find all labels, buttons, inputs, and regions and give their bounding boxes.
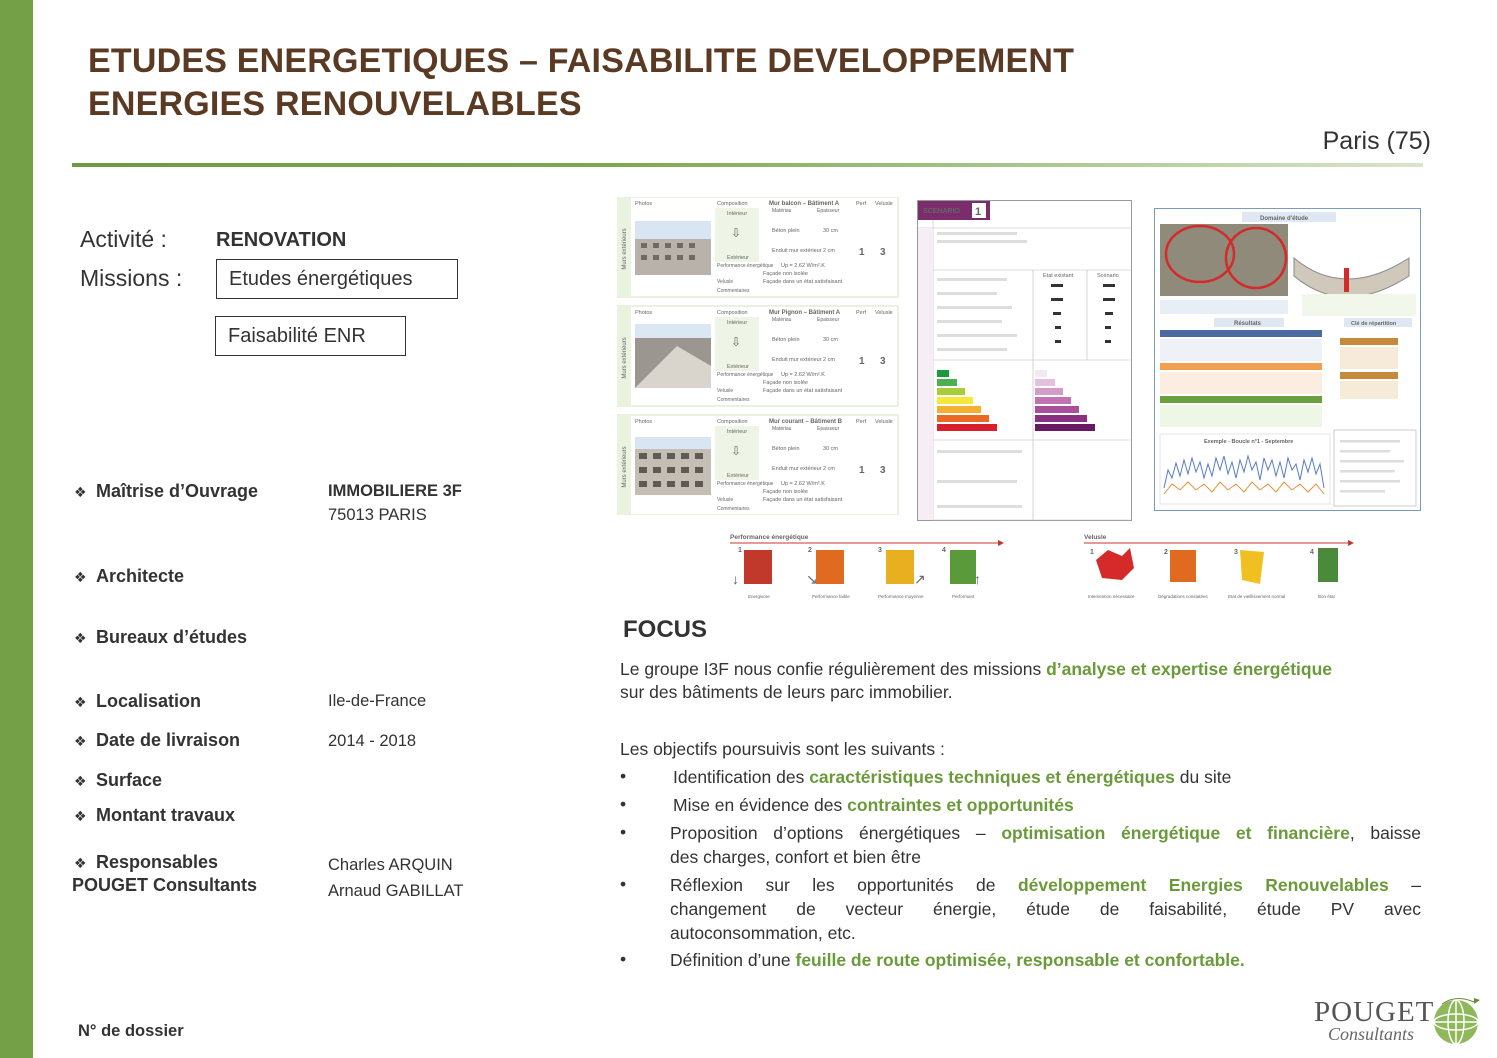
- svg-text:Up = 2.62 W/m².K: Up = 2.62 W/m².K: [781, 481, 825, 487]
- domaine-sheet-graphic: [1154, 208, 1422, 512]
- wall-sheets-graphic: [617, 197, 901, 515]
- svg-text:⇩: ⇩: [731, 335, 742, 349]
- svg-text:2 cm: 2 cm: [823, 466, 835, 472]
- wall-sheet-2: [617, 306, 898, 406]
- svg-text:Epaisseur: Epaisseur: [817, 426, 840, 432]
- architecte-label: ❖ Architecte: [74, 566, 185, 586]
- scenario-sheet-graphic: [917, 200, 1133, 522]
- svg-text:Commentaires: Commentaires: [717, 397, 750, 403]
- svg-text:1: 1: [738, 547, 742, 554]
- svg-text:Béton plein: Béton plein: [772, 228, 800, 234]
- perf-item-3: [878, 547, 926, 599]
- svg-text:1: 1: [975, 206, 982, 218]
- svg-text:Matériau: Matériau: [772, 208, 792, 214]
- svg-text:Scénario: Scénario: [1097, 273, 1119, 279]
- svg-text:1: 1: [859, 356, 865, 367]
- svg-text:Velusle: Velusle: [717, 497, 734, 503]
- svg-text:⇩: ⇩: [731, 226, 742, 240]
- svg-text:1: 1: [859, 465, 865, 476]
- svg-text:Energivore: Energivore: [748, 594, 770, 599]
- montant-label: ❖ Montant travaux: [74, 805, 236, 825]
- svg-text:Mur Pignon – Bâtiment A: Mur Pignon – Bâtiment A: [769, 310, 841, 316]
- svg-text:3: 3: [1234, 549, 1238, 556]
- svg-text:↘: ↘: [806, 571, 818, 587]
- svg-text:Façade non isolée: Façade non isolée: [763, 271, 808, 277]
- svg-text:Dégradations constatées: Dégradations constatées: [1158, 594, 1208, 599]
- svg-text:Performance faible: Performance faible: [812, 594, 850, 599]
- wall-sheet-3: [617, 415, 898, 515]
- missions-label: Missions :: [80, 265, 183, 291]
- svg-text:Epaisseur: Epaisseur: [817, 208, 840, 214]
- responsables-names: Charles ARQUIN Arnaud GABILLAT: [328, 856, 464, 900]
- svg-text:2 cm: 2 cm: [823, 248, 835, 254]
- svg-text:Extérieur: Extérieur: [727, 364, 750, 370]
- svg-text:⇩: ⇩: [731, 444, 742, 458]
- bullet-dot: •: [620, 822, 627, 842]
- svg-text:Murs extérieurs: Murs extérieurs: [622, 228, 628, 270]
- svg-text:Commentaires: Commentaires: [717, 288, 750, 294]
- svg-text:Intérieur: Intérieur: [727, 320, 748, 326]
- location: Paris (75): [1322, 127, 1431, 155]
- svg-text:Façade dans un état satisfaisa: Façade dans un état satisfaisant: [763, 279, 843, 285]
- svg-text:Photos: Photos: [635, 201, 653, 207]
- svg-text:1: 1: [859, 247, 865, 258]
- svg-text:1: 1: [1090, 549, 1094, 556]
- localisation-label: ❖ Localisation: [74, 691, 202, 711]
- svg-text:Perf: Perf: [856, 201, 867, 207]
- vet-item-2: [1158, 549, 1209, 599]
- livraison-label: ❖ Date de livraison: [74, 730, 241, 750]
- wall-sheet-1: [617, 197, 898, 297]
- logo-name: POUGET: [1314, 996, 1435, 1028]
- vet-item-4: [1310, 548, 1338, 599]
- focus-intro-line-2: sur des bâtiments de leurs parc immobilier.: [620, 682, 953, 702]
- objectif-3-line-2: des charges, confort et bien être: [670, 847, 921, 867]
- svg-text:↓: ↓: [732, 571, 739, 587]
- logo-subtitle: Consultants: [1328, 1024, 1415, 1044]
- livraison-value: 2014 - 2018: [328, 732, 417, 750]
- focus-title: FOCUS: [623, 616, 707, 643]
- svg-text:Enduit mur extérieur: Enduit mur extérieur: [772, 357, 822, 363]
- page-title: [88, 40, 1074, 126]
- bullet-dot: •: [620, 949, 627, 969]
- surface-label: ❖ Surface: [74, 770, 163, 790]
- globe-icon: [1428, 992, 1484, 1048]
- dossier-number-label: N° de dossier: [78, 1022, 184, 1040]
- svg-text:Performant: Performant: [952, 594, 975, 599]
- svg-text:Façade non isolée: Façade non isolée: [763, 489, 808, 495]
- objectif-2: Mise en évidence des contraintes et opportunités: [673, 795, 1074, 815]
- objectif-1: Identification des caractéristiques techniques et énergétiques du site: [673, 767, 1232, 787]
- svg-text:Velusle: Velusle: [717, 279, 734, 285]
- svg-text:Etat de vieillissement normal: Etat de vieillissement normal: [1228, 594, 1286, 599]
- svg-text:Velusle: Velusle: [875, 201, 893, 207]
- svg-text:Perf: Perf: [856, 419, 867, 425]
- svg-text:Domaine d'étude: Domaine d'étude: [1260, 216, 1309, 222]
- svg-text:2: 2: [808, 547, 812, 554]
- svg-text:Matériau: Matériau: [772, 426, 792, 432]
- svg-text:3: 3: [880, 465, 886, 476]
- perf-item-4: [942, 547, 981, 599]
- svg-text:Velusle: Velusle: [875, 419, 893, 425]
- svg-text:Intérieur: Intérieur: [727, 211, 748, 217]
- svg-text:Extérieur: Extérieur: [727, 255, 750, 261]
- mission-box-1: Etudes énergétiques: [216, 259, 458, 299]
- svg-text:Mur balcon – Bâtiment A: Mur balcon – Bâtiment A: [769, 201, 840, 207]
- bureaux-label: ❖ Bureaux d’études: [74, 627, 248, 647]
- objectif-4-line-2: changement de vecteur énergie, étude de faisabilité, étude PV avec: [670, 899, 1421, 919]
- bullet-dot: •: [620, 874, 627, 894]
- svg-text:2 cm: 2 cm: [823, 357, 835, 363]
- svg-text:Extérieur: Extérieur: [727, 473, 750, 479]
- svg-text:SCENARIO: SCENARIO: [923, 208, 960, 215]
- localisation-value: Ile-de-France: [328, 692, 427, 710]
- svg-text:Murs extérieurs: Murs extérieurs: [622, 337, 628, 379]
- svg-text:3: 3: [878, 547, 882, 554]
- svg-text:Performance énergétique: Performance énergétique: [717, 372, 774, 378]
- svg-text:↗: ↗: [914, 571, 926, 587]
- responsables-label: ❖ Responsables: [74, 852, 219, 872]
- activity-value: RENOVATION: [216, 229, 347, 251]
- svg-text:Performance énergétique: Performance énergétique: [730, 534, 809, 541]
- svg-text:Matériau: Matériau: [772, 317, 792, 323]
- svg-text:Mur courant – Bâtiment B: Mur courant – Bâtiment B: [769, 419, 843, 425]
- focus-intro-line-1: Le groupe I3F nous confie régulièrement des missions d’analyse et expertise énergétique: [620, 659, 1333, 679]
- svg-text:Composition: Composition: [717, 419, 748, 425]
- svg-text:Façade non isolée: Façade non isolée: [763, 380, 808, 386]
- objectif-5: Définition d’une feuille de route optimisée, responsable et confortable.: [670, 950, 1245, 970]
- objectifs-intro: Les objectifs poursuivis sont les suivants :: [620, 739, 945, 759]
- title-line-1: ETUDES ENERGETIQUES – FAISABILITE DEVELOPPEMENT: [88, 42, 1075, 80]
- svg-text:Up = 2.62 W/m².K: Up = 2.62 W/m².K: [781, 263, 825, 269]
- svg-text:30 cm: 30 cm: [823, 337, 838, 343]
- svg-text:Béton plein: Béton plein: [772, 446, 800, 452]
- left-accent-bar: [0, 0, 33, 1058]
- vetuste-legend: [1082, 532, 1358, 602]
- header-divider: [72, 163, 1423, 167]
- svg-text:Exemple - Boucle n°1 - Septemb: Exemple - Boucle n°1 - Septembre: [1204, 439, 1294, 445]
- svg-text:4: 4: [1310, 549, 1314, 556]
- vet-item-1: [1088, 548, 1135, 599]
- svg-text:Béton plein: Béton plein: [772, 337, 800, 343]
- activity-label: Activité :: [80, 226, 167, 252]
- svg-text:Commentaires: Commentaires: [717, 506, 750, 512]
- title-line-2: ENERGIES RENOUVELABLES: [88, 85, 582, 123]
- svg-text:Performance énergétique: Performance énergétique: [717, 481, 774, 487]
- moa-label: ❖ Maîtrise d’Ouvrage: [74, 481, 259, 501]
- svg-text:2: 2: [1164, 549, 1168, 556]
- mission-box-2: Faisabilité ENR: [215, 316, 406, 356]
- svg-text:Enduit mur extérieur: Enduit mur extérieur: [772, 248, 822, 254]
- svg-text:Composition: Composition: [717, 201, 748, 207]
- svg-text:Velusle: Velusle: [875, 310, 893, 316]
- svg-text:4: 4: [942, 547, 946, 554]
- svg-text:30 cm: 30 cm: [823, 446, 838, 452]
- responsables-company: POUGET Consultants: [72, 875, 258, 895]
- svg-text:Velusle: Velusle: [1084, 534, 1107, 541]
- svg-text:Performance moyenne: Performance moyenne: [878, 594, 924, 599]
- svg-text:Enduit mur extérieur: Enduit mur extérieur: [772, 466, 822, 472]
- objectif-4-line-1: Réflexion sur les opportunités de développement Energies Renouvelables –: [670, 875, 1421, 895]
- bullet-dot: •: [620, 766, 627, 786]
- pouget-logo: [1310, 990, 1490, 1050]
- svg-text:Intervention nécessaire: Intervention nécessaire: [1088, 594, 1135, 599]
- svg-text:Résultats: Résultats: [1234, 321, 1262, 327]
- bullet-dot: •: [620, 794, 627, 814]
- perf-item-1: [732, 547, 772, 599]
- svg-text:Façade dans un état satisfaisa: Façade dans un état satisfaisant: [763, 388, 843, 394]
- svg-text:30 cm: 30 cm: [823, 228, 838, 234]
- svg-text:Murs extérieurs: Murs extérieurs: [622, 446, 628, 488]
- svg-text:Performance énergétique: Performance énergétique: [717, 263, 774, 269]
- svg-text:Intérieur: Intérieur: [727, 429, 748, 435]
- svg-text:Façade dans un état satisfaisa: Façade dans un état satisfaisant: [763, 497, 843, 503]
- svg-text:Photos: Photos: [635, 419, 653, 425]
- svg-text:Velusle: Velusle: [717, 388, 734, 394]
- moa-value: IMMOBILIERE 3F 75013 PARIS: [328, 482, 462, 524]
- objectif-4-line-3: autoconsommation, etc.: [670, 923, 856, 943]
- svg-text:Etat existant: Etat existant: [1043, 273, 1074, 279]
- svg-text:Perf: Perf: [856, 310, 867, 316]
- svg-text:Clé de répartition: Clé de répartition: [1351, 321, 1397, 327]
- svg-text:Photos: Photos: [635, 310, 653, 316]
- svg-text:Up = 2.62 W/m².K: Up = 2.62 W/m².K: [781, 372, 825, 378]
- performance-legend: [728, 532, 1004, 602]
- svg-text:3: 3: [880, 356, 886, 367]
- objectif-3-line-1: Proposition d’options énergétiques – optimisation énergétique et financière, baisse: [670, 823, 1421, 843]
- perf-item-2: [806, 547, 850, 599]
- svg-text:Epaisseur: Epaisseur: [817, 317, 840, 323]
- svg-text:Composition: Composition: [717, 310, 748, 316]
- vet-item-3: [1228, 549, 1285, 599]
- svg-text:3: 3: [880, 247, 886, 258]
- svg-text:Bon état: Bon état: [1318, 594, 1335, 599]
- svg-text:↑: ↑: [974, 571, 981, 587]
